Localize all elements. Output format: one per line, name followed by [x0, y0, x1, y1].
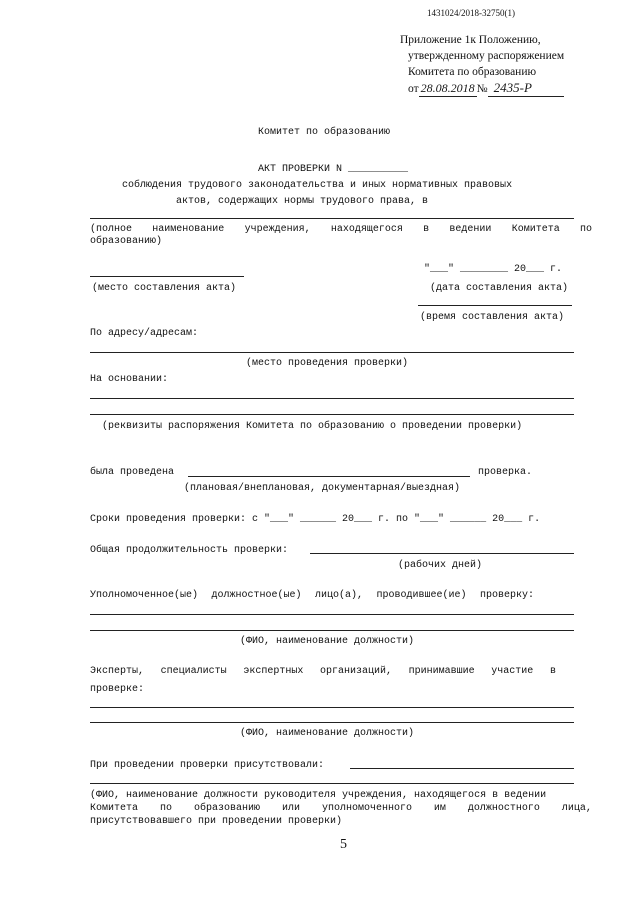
appendix-line-1: Приложение 1к Положению,	[400, 34, 541, 46]
conducted-label: была проведена	[90, 467, 175, 478]
basis-label: На основании:	[90, 374, 169, 385]
caption-word: по	[579, 224, 592, 235]
appendix-line-3: Комитета по образованию	[408, 66, 537, 78]
time-caption: (время составления акта)	[420, 312, 565, 323]
caption-word: находящегося	[330, 224, 403, 235]
experts-label-2: проверке:	[90, 684, 145, 695]
label-word: специалисты	[160, 666, 227, 677]
label-word: экспертных	[243, 666, 304, 677]
caption-word: или	[281, 803, 300, 814]
label-word: проверку:	[479, 590, 534, 601]
label-word: проводившее(ие)	[376, 590, 467, 601]
caption-word: образованию	[193, 803, 260, 814]
fio-caption-1: (ФИО, наименование должности)	[240, 636, 415, 647]
date-prefix: от	[408, 83, 419, 95]
place-caption: (место составления акта)	[92, 283, 237, 294]
institution-caption-2: образованию)	[90, 236, 163, 247]
label-word: Эксперты,	[90, 666, 145, 677]
act-title: АКТ ПРОВЕРКИ N __________	[258, 164, 409, 175]
address-label: По адресу/адресам:	[90, 328, 199, 339]
number-prefix: №	[476, 83, 488, 95]
appendix-line-2: утвержденному распоряжением	[408, 50, 565, 62]
basis-line-1[interactable]	[90, 398, 574, 399]
present-line-1[interactable]	[350, 768, 574, 769]
address-line[interactable]	[90, 352, 574, 353]
institution-caption	[90, 224, 592, 235]
label-word: должностное(ые)	[211, 590, 302, 601]
institution-line[interactable]	[90, 218, 574, 219]
act-subtitle-1: соблюдения трудового законодательства и иных нормативных правовых	[122, 180, 513, 191]
act-subtitle-2: актов, содержащих нормы трудового права, в	[176, 196, 429, 207]
time-line[interactable]	[418, 305, 572, 306]
date-caption: (дата составления акта)	[430, 283, 569, 294]
label-word: в	[549, 666, 556, 677]
experts-line-1[interactable]	[90, 707, 574, 708]
label-word: Уполномоченное(ые)	[90, 590, 199, 601]
order-caption: (реквизиты распоряжения Комитета по образованию о проведении проверки)	[102, 421, 523, 432]
caption-word: в	[423, 224, 430, 235]
label-word: участие	[491, 666, 534, 677]
basis-line-2[interactable]	[90, 414, 574, 415]
present-caption-1: (ФИО, наименование должности руководителя учреждения, находящегося в ведении	[90, 790, 547, 801]
label-word: принимавшие	[408, 666, 475, 677]
date-field[interactable]: "___" ________ 20___ г.	[424, 264, 563, 275]
handwritten-date: 28.08.2018	[420, 81, 475, 95]
duration-label: Общая продолжительность проверки:	[90, 545, 289, 556]
duration-line[interactable]	[310, 553, 574, 554]
appendix-date-line	[408, 80, 564, 97]
label-word: организаций,	[319, 666, 392, 677]
caption-word: учреждения,	[244, 224, 311, 235]
committee-name: Комитет по образованию	[258, 127, 391, 138]
authorized-line-1[interactable]	[90, 614, 574, 615]
fio-caption-2: (ФИО, наименование должности)	[240, 728, 415, 739]
caption-word: ведении	[449, 224, 492, 235]
experts-label	[90, 666, 556, 677]
inspection-type-caption: (плановая/внеплановая, документарная/выездная)	[184, 483, 461, 494]
experts-line-2[interactable]	[90, 722, 574, 723]
caption-word: по	[159, 803, 172, 814]
present-line-2[interactable]	[90, 783, 574, 784]
caption-word: им	[433, 803, 446, 814]
caption-word: уполномоченного	[321, 803, 412, 814]
work-days-caption: (рабочих дней)	[398, 560, 483, 571]
present-caption-2	[90, 803, 592, 814]
caption-word: Комитета	[511, 224, 560, 235]
inspection-word: проверка.	[478, 467, 533, 478]
present-label: При проведении проверки присутствовали:	[90, 760, 325, 771]
caption-word: Комитета	[90, 803, 139, 814]
caption-word: (полное	[90, 224, 133, 235]
place-line[interactable]	[90, 276, 244, 277]
inspection-type-line[interactable]	[188, 476, 470, 477]
page-number: 5	[340, 837, 347, 852]
caption-word: наименование	[152, 224, 225, 235]
caption-word: лица,	[561, 803, 592, 814]
document-number: 1431024/2018-32750(1)	[427, 8, 515, 18]
authorized-line-2[interactable]	[90, 630, 574, 631]
inspection-place-caption: (место проведения проверки)	[246, 358, 409, 369]
label-word: лицо(а),	[314, 590, 363, 601]
handwritten-number: 2435-Р	[488, 80, 564, 97]
authorized-label	[90, 590, 534, 601]
caption-word: должностного	[467, 803, 540, 814]
present-caption-3: присутствовавшего при проведении проверки)	[90, 816, 343, 827]
inspection-terms[interactable]: Сроки проведения проверки: с "___" ______ 20___ г. по "___" ______ 20___ г.	[90, 514, 541, 525]
